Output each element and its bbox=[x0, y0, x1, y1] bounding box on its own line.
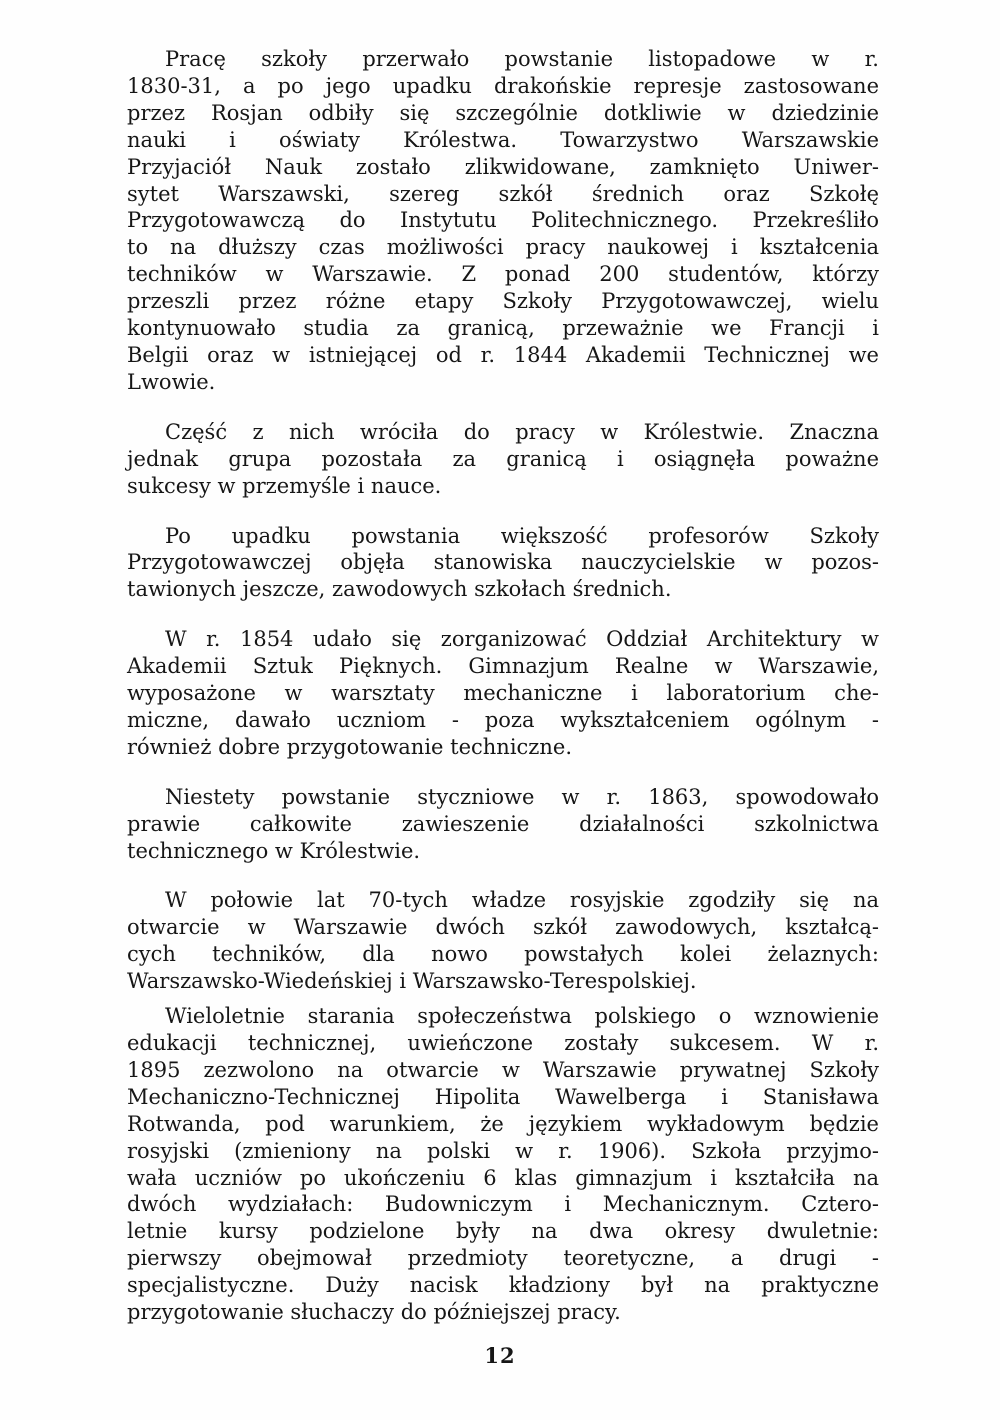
paragraph bbox=[127, 626, 879, 761]
text-line: W połowie lat 70-tych władze rosyjskie zgodziły się na bbox=[165, 888, 879, 913]
page-number: 12 bbox=[484, 1343, 516, 1368]
text-line: W r. 1854 udało się zorganizować Oddział Architektury w bbox=[165, 627, 879, 652]
text-line: przeszli przez różne etapy Szkoły Przygotowawczej, wielu bbox=[127, 289, 879, 314]
text-line: miczne, dawało uczniom - poza wykształceniem ogólnym - bbox=[127, 707, 879, 732]
text-line: Wieloletnie starania społeczeństwa polskiego o wznowienie bbox=[165, 1004, 879, 1029]
text-line: przez Rosjan odbiły się szczególnie dotkliwie w dziedzinie bbox=[127, 100, 879, 125]
text-line: wyposażone w warsztaty mechaniczne i laboratorium che- bbox=[127, 681, 879, 706]
text-line: to na dłuższy czas możliwości pracy naukowej i kształcenia bbox=[127, 235, 879, 260]
text-line: specjalistyczne. Duży nacisk kładziony był na praktyczne bbox=[127, 1273, 879, 1298]
text-line: Pracę szkoły przerwało powstanie listopadowe w r. bbox=[165, 47, 879, 71]
text-line: Mechaniczno-Technicznej Hipolita Wawelberga i Stanisława bbox=[127, 1084, 879, 1109]
text-line: Przygotowawczej objęła stanowiska nauczycielskie w pozos- bbox=[127, 550, 879, 575]
text-line: rosyjski (zmieniony na polski w r. 1906). Szkoła przyjmo- bbox=[127, 1138, 879, 1163]
text-line: wała uczniów po ukończeniu 6 klas gimnazjum i kształciła na bbox=[127, 1165, 879, 1190]
text-line: nauki i oświaty Królestwa. Towarzystwo Warszawskie bbox=[127, 127, 879, 152]
text-line: kontynuowało studia za granicą, przeważnie we Francji i bbox=[127, 316, 879, 341]
text-line: techników w Warszawie. Z ponad 200 studentów, którzy bbox=[127, 262, 879, 287]
text-line: Przyjaciół Nauk zostało zlikwidowane, zamknięto Uniwer- bbox=[127, 154, 879, 179]
text-line: sukcesy w przemyśle i nauce. bbox=[127, 473, 442, 498]
text-line: Część z nich wróciła do pracy w Królestwie. Znaczna bbox=[165, 419, 879, 444]
text-line: tawionych jeszcze, zawodowych szkołach średnich. bbox=[127, 577, 672, 602]
text-line: Akademii Sztuk Pięknych. Gimnazjum Realne w Warszawie, bbox=[127, 654, 879, 679]
text-line: Po upadku powstania większość profesorów Szkoły bbox=[165, 523, 879, 548]
text-line: 1895 zezwolono na otwarcie w Warszawie prywatnej Szkoły bbox=[127, 1057, 879, 1082]
text-line: Rotwanda, pod warunkiem, że językiem wykładowym będzie bbox=[127, 1111, 879, 1136]
paragraph bbox=[127, 46, 879, 396]
text-line: przygotowanie słuchaczy do późniejszej pracy. bbox=[127, 1300, 621, 1325]
text-line: edukacji technicznej, uwieńczone zostały sukcesem. W r. bbox=[127, 1031, 879, 1055]
text-line: prawie całkowite zawieszenie działalności szkolnictwa bbox=[127, 811, 879, 836]
text-line: pierwszy obejmował przedmioty teoretyczne, a drugi - bbox=[127, 1246, 879, 1271]
paragraph bbox=[127, 419, 879, 500]
text-line: otwarcie w Warszawie dwóch szkół zawodowych, kształcą- bbox=[127, 915, 879, 940]
text-line: technicznego w Królestwie. bbox=[127, 838, 421, 863]
paragraph bbox=[127, 523, 879, 604]
text-line: Niestety powstanie styczniowe w r. 1863, spowodowało bbox=[165, 784, 879, 809]
text-line: cych techników, dla nowo powstałych kolei żelaznych: bbox=[127, 942, 879, 967]
text-line: Lwowie. bbox=[127, 369, 216, 394]
text-line: jednak grupa pozostała za granicą i osiągnęła poważne bbox=[127, 446, 879, 471]
paragraph bbox=[127, 887, 879, 995]
text-line: Belgii oraz w istniejącej od r. 1844 Akademii Technicznej we bbox=[127, 342, 879, 367]
text-line: dwóch wydziałach: Budowniczym i Mechanicznym. Cztero- bbox=[127, 1192, 879, 1217]
text-column bbox=[127, 46, 879, 1326]
paragraph bbox=[127, 1003, 879, 1326]
text-line: Warszawsko-Wiedeńskiej i Warszawsko-Terespolskiej. bbox=[127, 969, 697, 994]
text-line: 1830-31, a po jego upadku drakońskie represje zastosowane bbox=[127, 73, 879, 98]
text-line: sytet Warszawski, szereg szkół średnich oraz Szkołę bbox=[127, 181, 879, 206]
paragraph bbox=[127, 784, 879, 865]
text-line: również dobre przygotowanie techniczne. bbox=[127, 734, 572, 759]
text-line: letnie kursy podzielone były na dwa okresy dwuletnie: bbox=[127, 1219, 879, 1244]
text-line: Przygotowawczą do Instytutu Politechnicznego. Przekreśliło bbox=[127, 208, 879, 233]
